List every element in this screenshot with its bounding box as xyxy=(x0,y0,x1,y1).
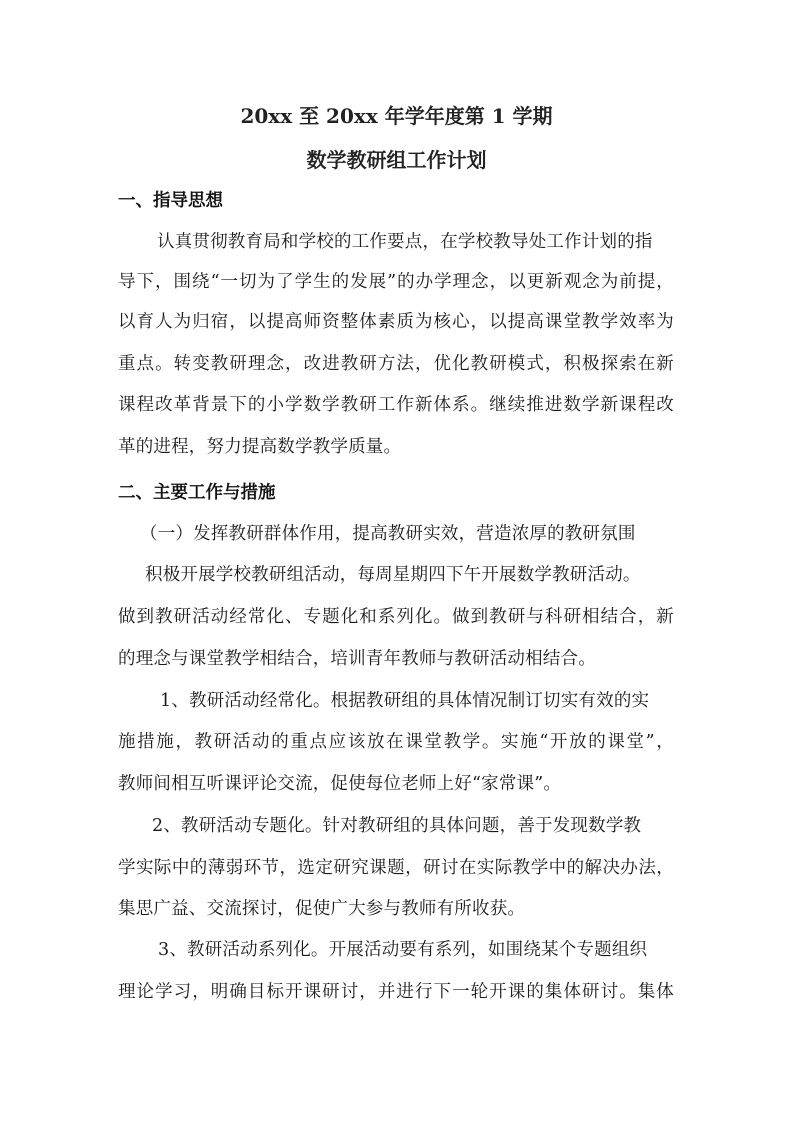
section2-subheading: （一）发挥教研群体作用，提高教研实效，营造浓厚的教研氛围 xyxy=(140,524,636,544)
section1-line: 课程改革背景下的小学数学教研工作新体系。继续推进数学新课程改 xyxy=(118,395,674,415)
section1-line: 认真贯彻教育局和学校的工作要点，在学校教导处工作计划的指 xyxy=(157,232,653,252)
item1-line: 1、教研活动经常化。根据教研组的具体情况制订切实有效的实 xyxy=(160,691,650,711)
section2-intro-line: 做到教研活动经常化、专题化和系列化。做到教研与科研相结合，新 xyxy=(118,607,674,627)
section2-intro-line: 积极开展学校教研组活动，每周星期四下午开展数学教研活动。 xyxy=(145,565,641,585)
item3-line: 3、教研活动系列化。开展活动要有系列，如围绕某个专题组织 xyxy=(158,940,648,960)
section2-intro-line: 的理念与课堂教学相结合，培训青年教师与教研活动相结合。 xyxy=(118,649,596,669)
section1-heading: 一、指导思想 xyxy=(118,191,223,211)
document-title-line1: 20xx 至 20xx 年学年度第 1 学期 xyxy=(240,104,553,128)
item1-line: 教师间相互听课评论交流，促使每位老师上好“家常课”。 xyxy=(118,774,562,794)
item2-line: 学实际中的薄弱环节，选定研究课题，研讨在实际教学中的解决办法， xyxy=(118,858,674,878)
item2-line: 集思广益、交流探讨，促使广大参与教师有所收获。 xyxy=(118,899,526,919)
section1-line: 重点。转变教研理念，改进教研方法，优化教研模式，积极探索在新 xyxy=(118,354,674,374)
section1-line: 革的进程，努力提高数学教学质量。 xyxy=(118,437,402,457)
section2-heading: 二、主要工作与措施 xyxy=(118,483,276,503)
item2-line: 2、教研活动专题化。针对教研组的具体问题，善于发现数学教 xyxy=(152,816,642,836)
section1-line: 以育人为归宿，以提高师资整体素质为核心，以提高课堂教学效率为 xyxy=(118,312,674,332)
item1-line: 施措施，教研活动的重点应该放在课堂教学。实施“开放的课堂”， xyxy=(118,732,674,752)
item3-line: 理论学习，明确目标开课研讨，并进行下一轮开课的集体研讨。集体 xyxy=(118,982,674,1002)
document-title-line2: 数学教研组工作计划 xyxy=(306,148,487,172)
section1-line: 导下，围绕“一切为了学生的发展”的办学理念，以更新观念为前提， xyxy=(118,272,674,292)
